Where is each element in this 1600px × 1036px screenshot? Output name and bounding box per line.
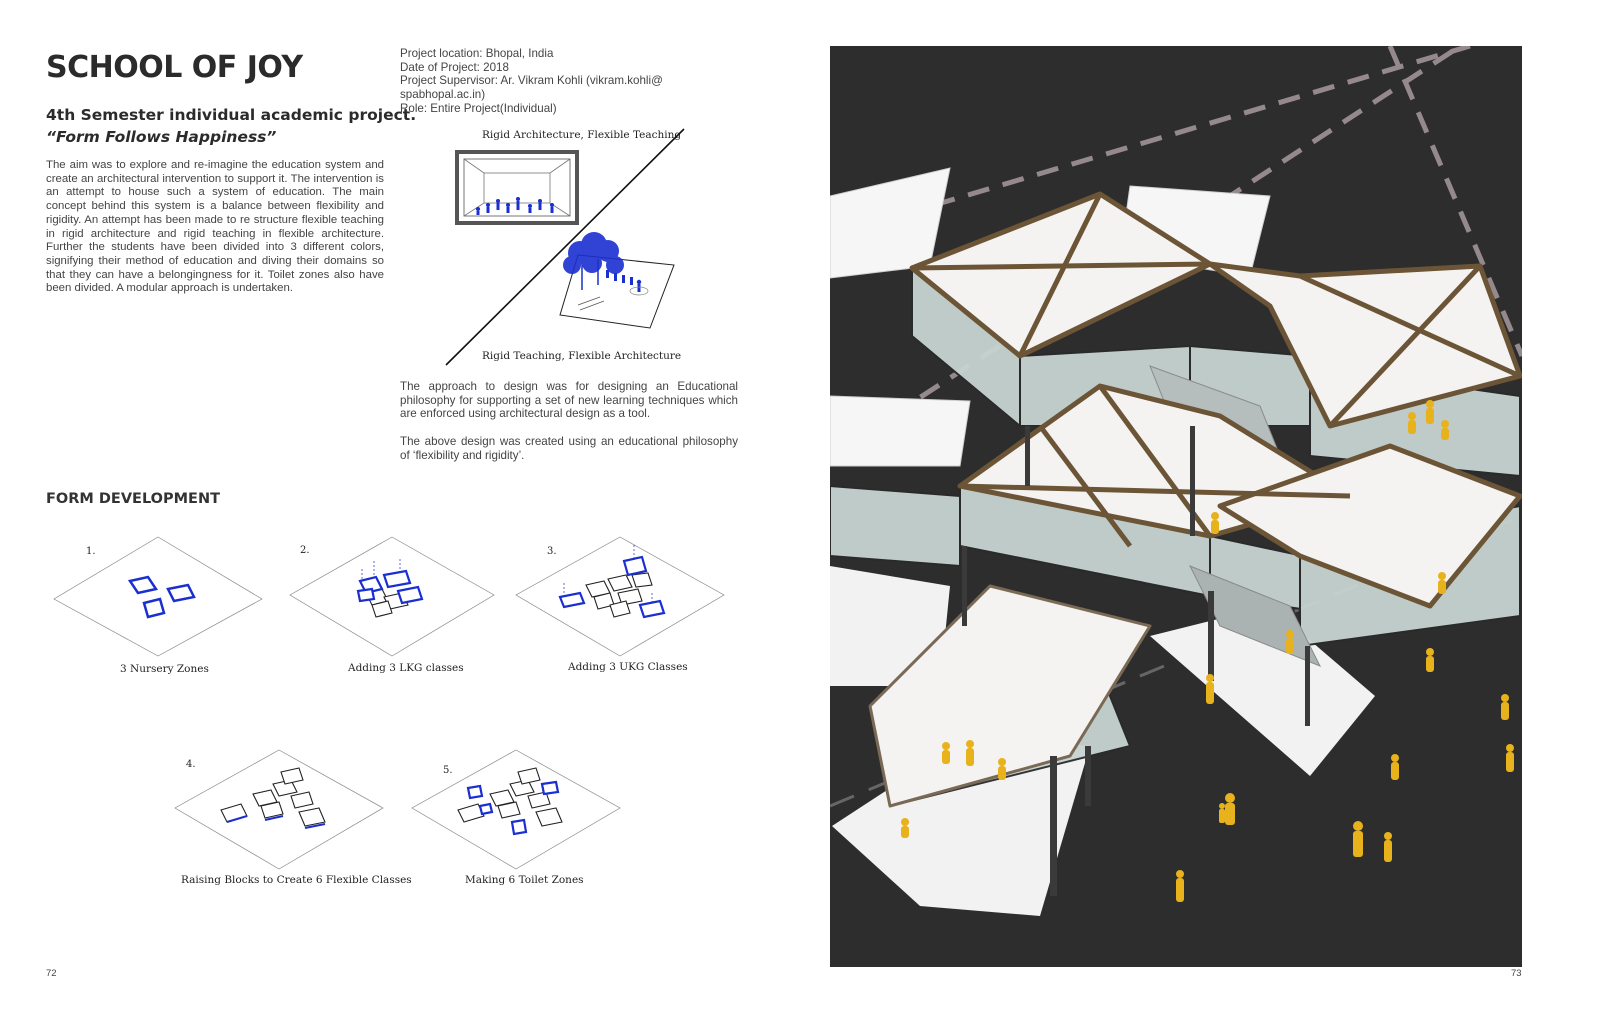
step-4-caption: Raising Blocks to Create 6 Flexible Classes: [181, 874, 412, 886]
step-3-number: 3.: [547, 546, 557, 557]
step-1-caption: 3 Nursery Zones: [120, 663, 209, 675]
step-4-number: 4.: [186, 759, 196, 770]
architectural-render: [830, 46, 1522, 967]
step-5-number: 5.: [443, 765, 453, 776]
step-1-number: 1.: [86, 546, 96, 557]
step-1-diagram: [52, 535, 264, 657]
meta-location: Project location: Bhopal, India: [400, 47, 554, 60]
meta-date: Date of Project: 2018: [400, 60, 509, 74]
approach-text: [400, 380, 738, 462]
step-5-caption: Making 6 Toilet Zones: [465, 874, 584, 886]
project-subtitle: 4th Semester individual academic project.: [46, 106, 417, 124]
step-2-number: 2.: [300, 545, 310, 556]
page-number-left: 72: [46, 968, 57, 979]
meta-supervisor-email: spabhopal.ac.in): [400, 88, 486, 102]
step-2-diagram: [288, 535, 496, 657]
step-3-caption: Adding 3 UKG Classes: [568, 661, 688, 673]
meta-supervisor: Project Supervisor: Ar. Vikram Kohli (vikram.kohli@: [400, 74, 663, 88]
step-3-diagram: [514, 535, 726, 657]
intro-paragraph: The aim was to explore and re-imagine the education system and create an architectural intervention to support it. The intervention is an attempt to house such a system of education. The main concept behind this system is a balance between flexibility and rigidity. An attempt has been made to re structure flexible teaching in rigid architecture and rigid teaching in flexible architecture. Further the students have been divided into 3 different colors, signifying their method of education and diving their domains so that they can have a belongingness for it. Toilet zones also have been divided. A modular approach is undertaken.: [46, 159, 384, 295]
render-illustration: [830, 46, 1522, 967]
concept-diagram: [440, 125, 700, 370]
form-development-heading: FORM DEVELOPMENT: [46, 491, 220, 507]
concept-top-label: Rigid Architecture, Flexible Teaching: [482, 129, 682, 141]
concept-bottom-label: Rigid Teaching, Flexible Architecture: [482, 350, 682, 362]
project-meta: [400, 47, 720, 116]
approach-paragraph-1: The approach to design was for designing an Educational philosophy for supporting a set of new learning techniques which are enforced using architectural design as a tool.: [400, 380, 738, 421]
meta-role: Role: Entire Project(Individual): [400, 101, 557, 115]
page-number-right: 73: [1511, 968, 1522, 979]
approach-paragraph-2: The above design was created using an educational philosophy of ‘flexibility and rigidity’.: [400, 434, 738, 462]
step-5-diagram: [410, 748, 622, 870]
step-2-caption: Adding 3 LKG classes: [348, 662, 464, 674]
project-tagline: “Form Follows Happiness”: [46, 128, 277, 146]
page-title: SCHOOL OF JOY: [46, 50, 303, 85]
step-4-diagram: [173, 748, 385, 870]
